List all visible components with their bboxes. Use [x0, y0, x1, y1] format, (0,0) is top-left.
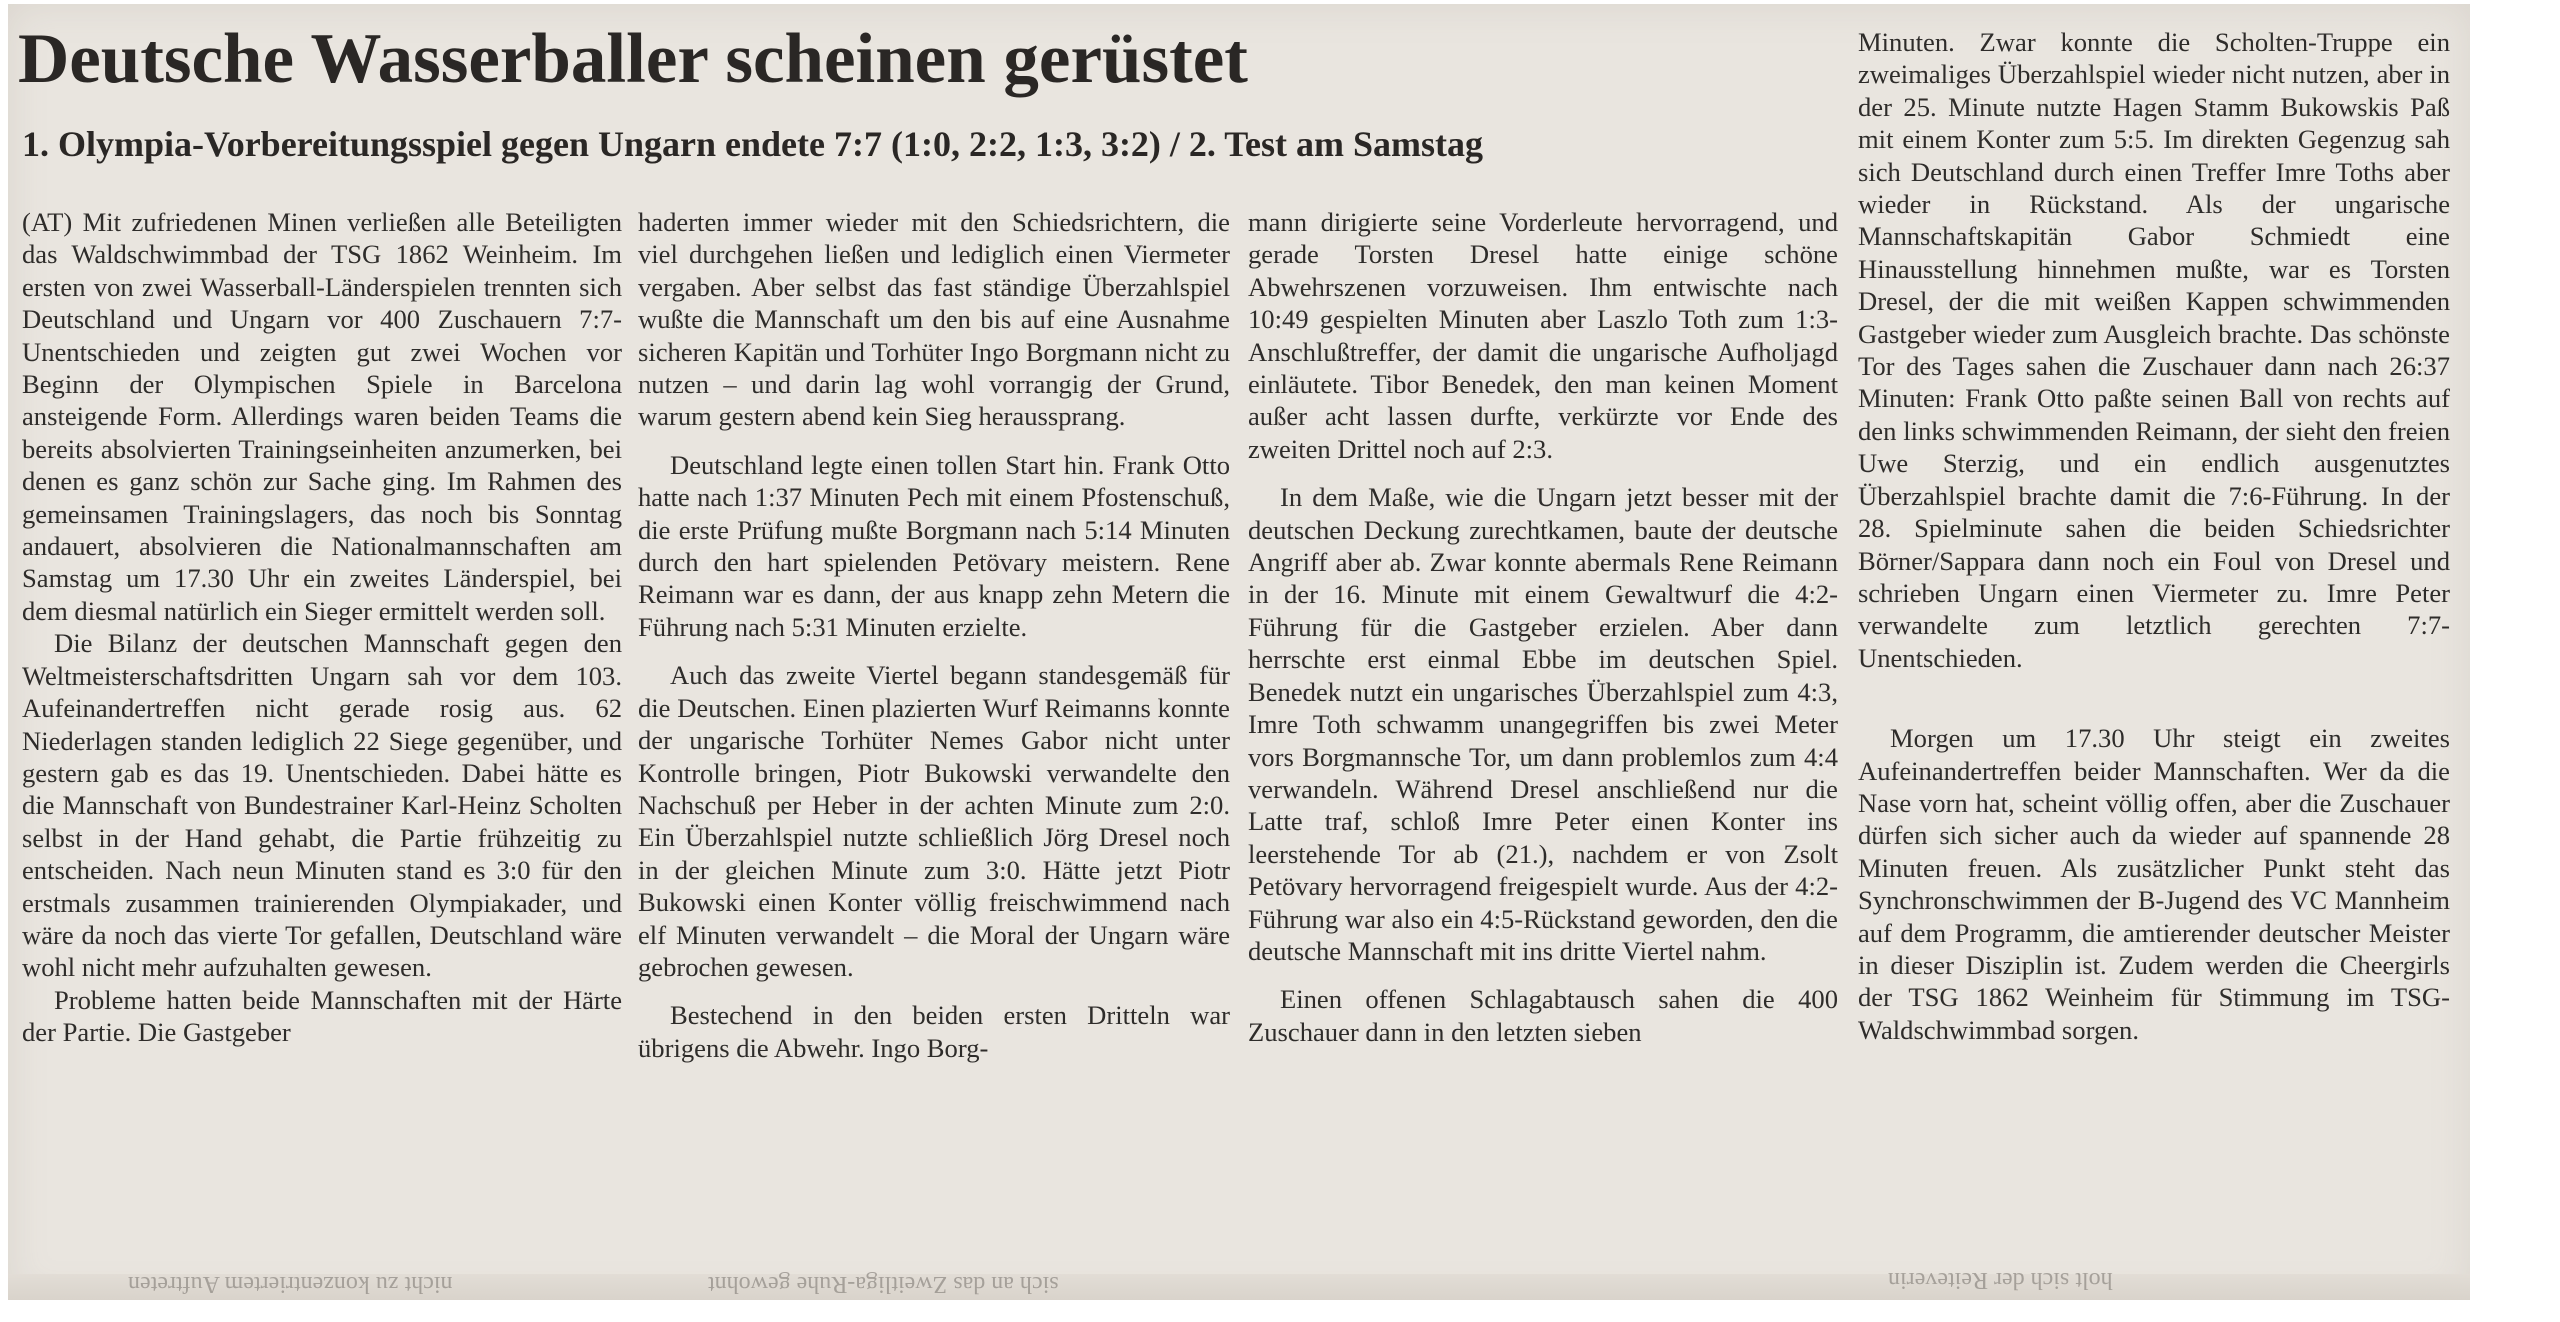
bleed-through-text: nicht zu konzentriertem Auftreten	[128, 1271, 453, 1297]
paragraph: Morgen um 17.30 Uhr steigt ein zweites Aufeinandertreffen beider Mannschaften. Wer da die Nase vorn hat, scheint völlig offen, aber die Zuschauer dürfen sich sicher auch da wieder auf spannende 28 Minuten freuen. Als zusätzlicher Punkt steht das Synchronschwimmen der B-Jugend des VC Mannheim auf dem Programm, die amtierender deutscher Meister in dieser Disziplin ist. Zudem werden die Cheergirls der TSG 1862 Weinheim für Stimmung im TSG-Waldschwimmbad sorgen.	[1858, 723, 2450, 1045]
paragraph: Deutschland legte einen tollen Start hin. Frank Otto hatte nach 1:37 Minuten Pech mit einem Pfostenschuß, die erste Prüfung mußte Borgmann nach 5:14 Minuten durch den hart spielenden Petövary meistern. Rene Reimann war es dann, der aus knapp zehn Metern die Führung nach 5:31 Minuten erzielte.	[638, 449, 1230, 642]
article-column-1	[22, 206, 622, 1270]
bleed-through-text: sich an das Zweitliga-Ruhe gewohnt	[708, 1271, 1059, 1297]
article-column-3	[1248, 206, 1838, 1270]
article-column-2	[638, 206, 1230, 1270]
newspaper-clipping	[8, 4, 2470, 1300]
paragraph: Probleme hatten beide Mannschaften mit der Härte der Partie. Die Gastgeber	[22, 984, 622, 1048]
paragraph: haderten immer wieder mit den Schiedsrichtern, die viel durchgehen ließen und lediglich einen Viermeter vergaben. Aber selbst das fast ständige Überzahlspiel wußte die Mannschaft um den bis auf eine Ausnahme sicheren Kapitän und Torhüter Ingo Borgmann nicht zu nutzen – und darin lag wohl vorrangig der Grund, warum gestern abend kein Sieg heraussprang.	[638, 207, 1230, 432]
paragraph: Minuten. Zwar konnte die Scholten-Truppe ein zweimaliges Überzahlspiel wieder nicht nutzen, aber in der 25. Minute nutzte Hagen Stamm Bukowskis Paß mit einem Konter zum 5:5. Im direkten Gegenzug sah sich Deutschland durch einen Treffer Imre Toths aber wieder in Rückstand. Als der ungarische Mannschaftskapitän Gabor Schmiedt eine Hinausstellung hinnehmen mußte, war es Torsten Dresel, der die mit weißen Kappen schwimmenden Gastgeber wieder zum Ausgleich brachte. Das schönste Tor des Tages sahen die Zuschauer dann nach 26:37 Minuten: Frank Otto paßte seinen Ball von rechts auf den links schwimmenden Reimann, der sieht den freien Uwe Sterzig, und ein endlich ausgenutztes Überzahlspiel brachte damit die 7:6-Führung. In der 28. Spielminute sahen die beiden Schiedsrichter Börner/Sappara dann noch ein Foul von Dresel und schrieben Ungarn einen Viermeter zu. Imre Peter verwandelte zum letztlich gerechten 7:7-Unentschieden.	[1858, 27, 2450, 673]
article-column-4	[1858, 26, 2450, 1276]
paragraph: Bestechend in den beiden ersten Dritteln war übrigens die Abwehr. Ingo Borg-	[638, 1000, 1230, 1063]
headline: Deutsche Wasserballer scheinen gerüstet	[18, 20, 1248, 98]
paragraph: Einen offenen Schlagabtausch sahen die 400 Zuschauer dann in den letzten sieben	[1248, 984, 1838, 1047]
bleed-through-text: holt sich der Reiteverin	[1888, 1267, 2113, 1293]
paragraph: In dem Maße, wie die Ungarn jetzt besser mit der deutschen Deckung zurechtkamen, baute der deutsche Angriff aber ab. Zwar konnte abermals Rene Reimann in der 16. Minute mit einem Gewaltwurf die 4:2-Führung für die Gastgeber erzielen. Aber dann herrschte erst einmal Ebbe im deutschen Spiel. Benedek nutzt ein ungarisches Überzahlspiel zum 4:3, Imre Toth schwamm unangegriffen bis zwei Meter vors Borgmannsche Tor, um dann problemlos zum 4:4 verwandeln. Während Dresel anschließend nur die Latte traf, schloß Imre Peter einen Konter ins leerstehende Tor ab (21.), nachdem er von Zsolt Petövary hervorragend freigespielt wurde. Aus der 4:2-Führung war also ein 4:5-Rückstand geworden, den die deutsche Mannschaft mit ins dritte Viertel nahm.	[1248, 482, 1838, 966]
paragraph: (AT) Mit zufriedenen Minen verließen alle Beteiligten das Waldschwimmbad der TSG 1862 Weinheim. Im ersten von zwei Wasserball-Länderspielen trennten sich Deutschland und Ungarn vor 400 Zuschauern 7:7-Unentschieden und zeigten gut zwei Wochen vor Beginn der Olympischen Spiele in Barcelona ansteigende Form. Allerdings waren beiden Teams die bereits absolvierten Trainingseinheiten anzumerken, bei denen es ganz schön zur Sache ging. Im Rahmen des gemeinsamen Trainingslagers, das noch bis Sonntag andauert, absolvieren die Nationalmannschaften am Samstag um 17.30 Uhr ein zweites Länderspiel, bei dem diesmal natürlich ein Sieger ermittelt werden soll.	[22, 207, 622, 626]
paragraph: mann dirigierte seine Vorderleute hervorragend, und gerade Torsten Dresel hatte einige schöne Abwehrszenen vorzuweisen. Ihm entwischte nach 10:49 gespielten Minuten aber Laszlo Toth zum 1:3-Anschlußtreffer, der damit die ungarische Aufholjagd einläutete. Tibor Benedek, den man keinen Moment außer acht lassen durfte, verkürzte vor Ende des zweiten Drittel noch auf 2:3.	[1248, 207, 1838, 464]
paragraph: Die Bilanz der deutschen Mannschaft gegen den Weltmeisterschaftsdritten Ungarn sah vor dem 103. Aufeinandertreffen nicht gerade rosig aus. 62 Niederlagen standen lediglich 22 Siege gegenüber, und gestern gab es das 19. Unentschieden. Dabei hätte es die Mannschaft von Bundestrainer Karl-Heinz Scholten selbst in der Hand gehabt, die Partie frühzeitig zu entscheiden. Nach neun Minuten stand es 3:0 für den erstmals zusammen trainierenden Olympiakader, und wäre da noch das vierte Tor gefallen, Deutschland wäre wohl nicht mehr aufzuhalten gewesen.	[22, 628, 622, 983]
paragraph: Auch das zweite Viertel begann standesgemäß für die Deutschen. Einen plazierten Wurf Reimanns konnte der ungarische Torhüter Nemes Gabor nicht unter Kontrolle bringen, Piotr Bukowski verwandelte den Nachschuß per Heber in der achten Minute zum 2:0. Ein Überzahlspiel nutzte schließlich Jörg Dresel noch in der gleichen Minute zum 3:0. Hätte jetzt Piotr Bukowski einen Konter völlig freischwimmend nach elf Minuten verwandelt – die Moral der Ungarn wäre gebrochen gewesen.	[638, 660, 1230, 982]
subheadline: 1. Olympia-Vorbereitungsspiel gegen Ungarn endete 7:7 (1:0, 2:2, 1:3, 3:2) / 2. Test am Samstag	[22, 124, 1483, 164]
